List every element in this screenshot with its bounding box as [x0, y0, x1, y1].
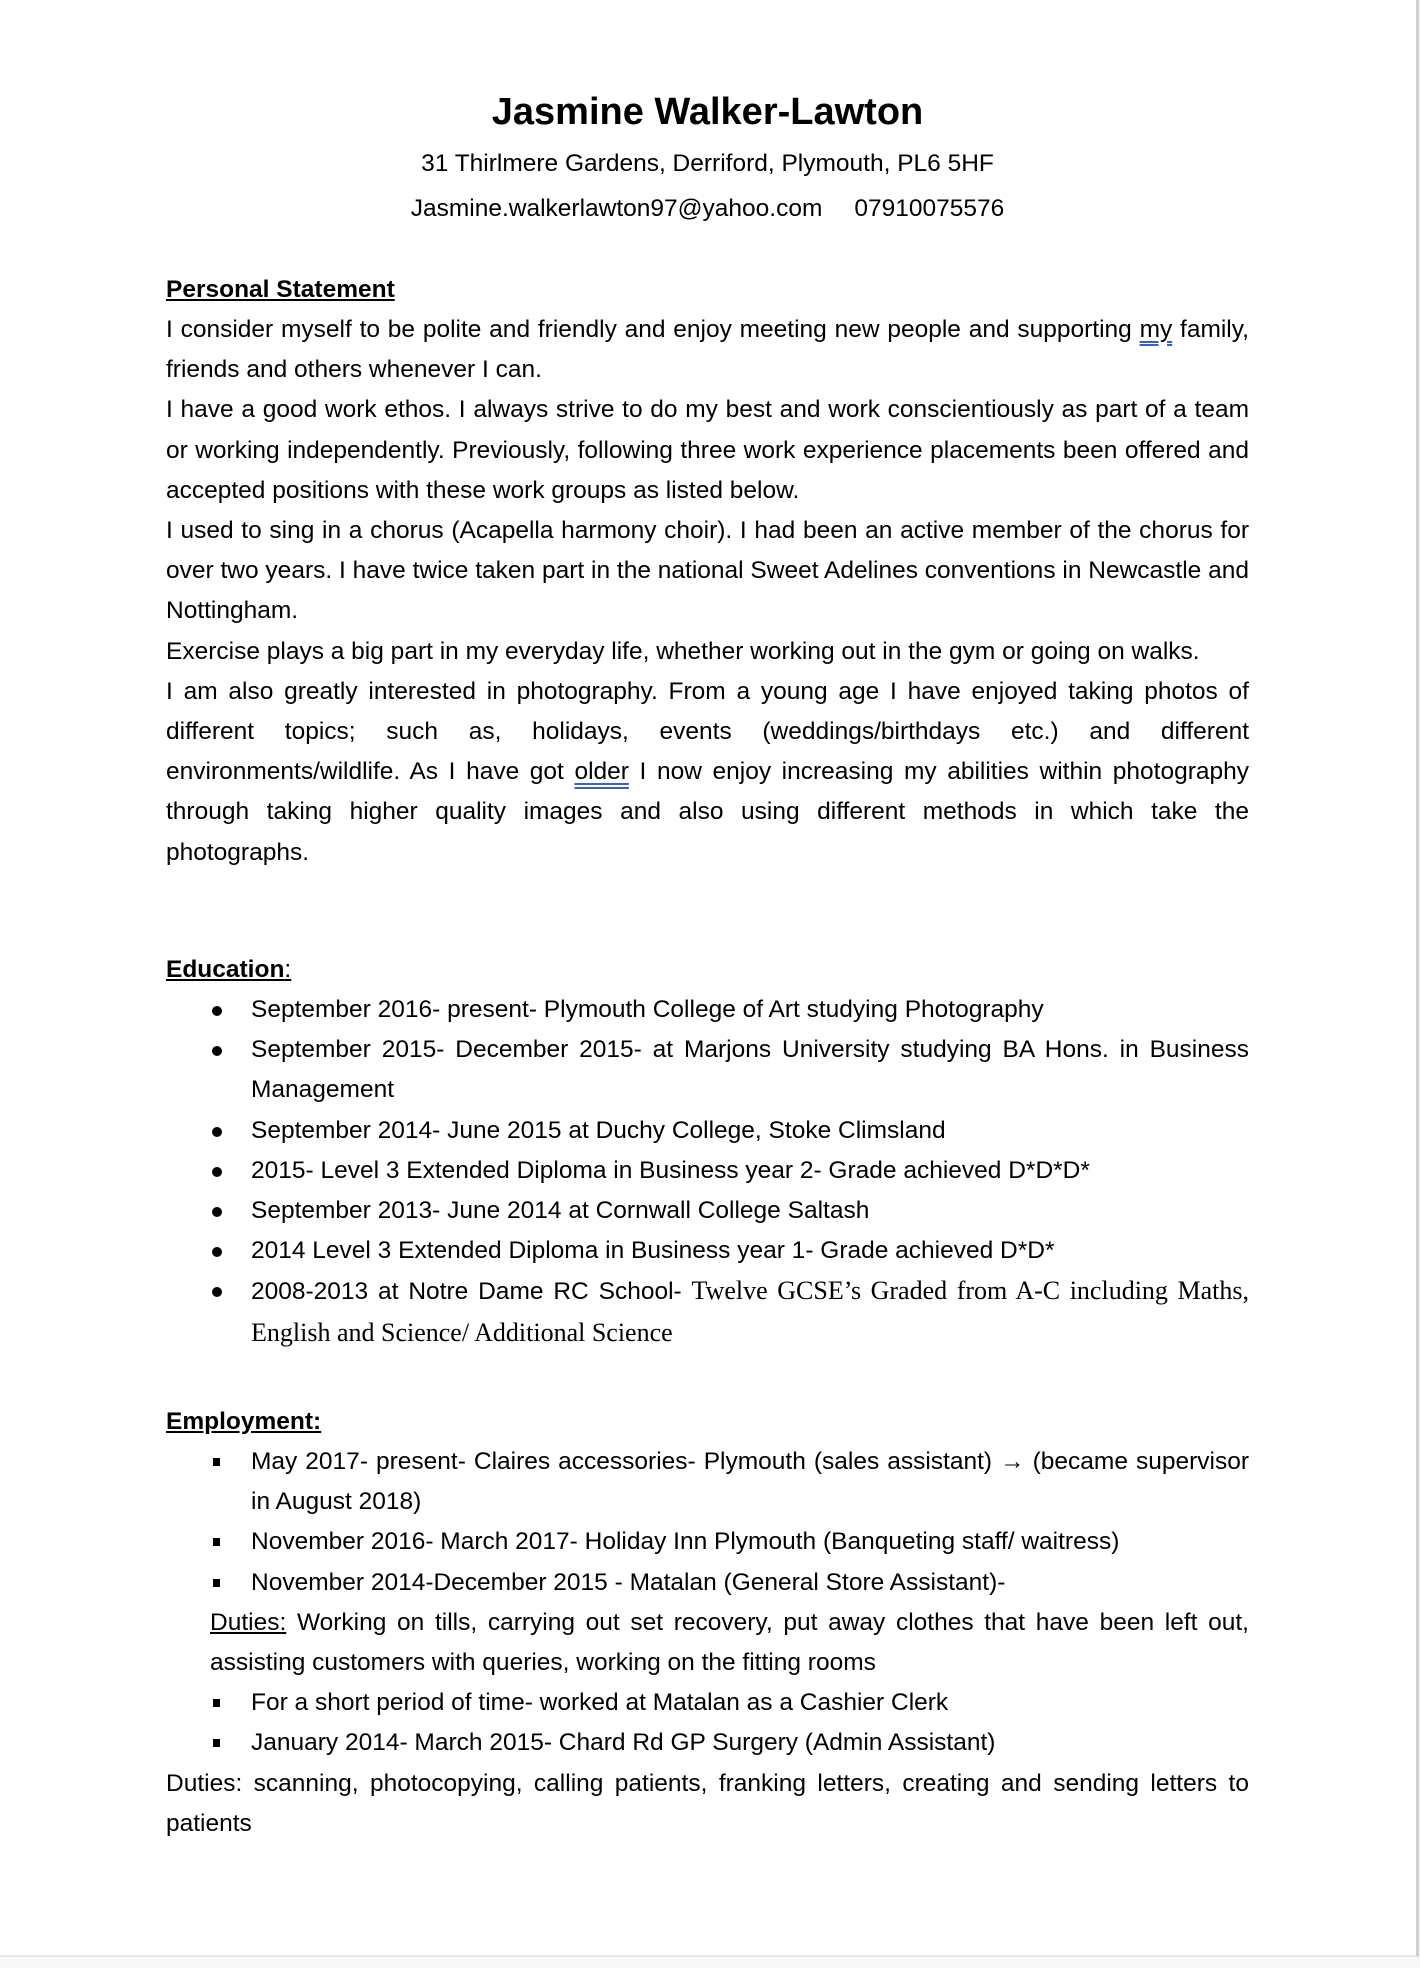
education-item-text-serif: Twelve GCSE’s Graded from A-C including Maths, English and Science/ Additional Science [251, 1276, 1249, 1347]
education-item-text: September 2013- June 2014 at Cornwall College Saltash [251, 1197, 870, 1225]
education-item-text: September 2014- June 2015 at Duchy College, Stoke Climsland [251, 1116, 946, 1144]
statement-paragraph-1 [166, 310, 1249, 390]
duties-label: Duties: [210, 1608, 287, 1636]
bullet-icon [212, 1247, 222, 1257]
employment-item-text: May 2017- present- Claires accessories- Plymouth (sales assistant) → (became supervisor in August 2018) [251, 1448, 1249, 1516]
employment-item [166, 1442, 1249, 1522]
statement-paragraph-2: I have a good work ethos. I always strive to do my best and work conscientiously as part of a team or working independently. Previously, following three work experience placements been offered and accepted positions with these work groups as listed below. [166, 396, 1249, 504]
education-item-text: 2008-2013 at Notre Dame RC School- [251, 1278, 692, 1306]
education-heading [166, 950, 1249, 990]
gp-surgery-duties: Duties: scanning, photocopying, calling patients, franking letters, creating and sending letters to patients [166, 1769, 1249, 1837]
education-item-text: September 2016- present- Plymouth College of Art studying Photography [251, 996, 1044, 1023]
square-bullet-icon [213, 1458, 220, 1466]
education-item-text: 2014 Level 3 Extended Diploma in Business year 1- Grade achieved D*D* [251, 1237, 1055, 1265]
statement-text: family, friends and others whenever I can. [166, 316, 1249, 384]
candidate-name: Jasmine Walker-Lawton [491, 91, 924, 133]
heading-colon: : [284, 956, 292, 983]
employment-item-text: For a short period of time- worked at Matalan as a Cashier Clerk [251, 1689, 949, 1717]
bullet-icon [212, 1046, 222, 1056]
employment-item [166, 1563, 1249, 1603]
education-item [166, 990, 1249, 1030]
matalan-duties [166, 1603, 1249, 1683]
bullet-icon [212, 1287, 222, 1297]
square-bullet-icon [213, 1579, 220, 1587]
education-section [166, 950, 1249, 1354]
employment-item-text: November 2014-December 2015 - Matalan (General Store Assistant)- [251, 1568, 1006, 1596]
employment-item [166, 1723, 1249, 1763]
statement-paragraph-4: Exercise plays a big part in my everyday life, whether working out in the gym or going on walks. [166, 637, 1200, 665]
employment-list-continued [166, 1683, 1249, 1763]
email-address: Jasmine.walkerlawton97@yahoo.com [410, 195, 823, 222]
education-heading-text: Education [166, 956, 285, 983]
education-list [166, 990, 1249, 1354]
contact-line [166, 192, 1249, 226]
personal-statement-heading: Personal Statement [166, 276, 395, 303]
bullet-icon [212, 1167, 222, 1177]
education-item [166, 1271, 1249, 1353]
education-item [166, 1231, 1249, 1271]
square-bullet-icon [213, 1699, 220, 1707]
employment-item [166, 1522, 1249, 1562]
education-item [166, 1030, 1249, 1110]
duties-text: Working on tills, carrying out set recovery, put away clothes that have been left out, assisting customers with queries, working on the fitting rooms [210, 1608, 1249, 1677]
phone-number: 07910075576 [854, 195, 1005, 222]
education-item-text: 2015- Level 3 Extended Diploma in Business year 2- Grade achieved D*D*D* [251, 1156, 1090, 1184]
education-item [166, 1191, 1249, 1231]
square-bullet-icon [213, 1538, 220, 1546]
statement-paragraph-5 [166, 672, 1249, 873]
spellcheck-flagged-word: older [574, 758, 629, 786]
employment-list [166, 1442, 1249, 1603]
statement-text: I now enjoy increasing my abilities within photography through taking higher quality images and also using different methods in which take the photographs. [166, 758, 1249, 866]
statement-paragraph-3: I used to sing in a chorus (Acapella harmony choir). I had been an active member of the chorus for over two years. I have twice taken part in the national Sweet Adelines conventions in Newcastle and Nottingham. [166, 517, 1249, 625]
education-item [166, 1111, 1249, 1151]
statement-text: I consider myself to be polite and friendly and enjoy meeting new people and supporting [166, 316, 1140, 343]
statement-text: I am also greatly interested in photography. From a young age I have enjoyed taking photos of different topics; such as, holidays, events (weddings/birthdays etc.) and different environments/wildlife. As I have got [166, 677, 1249, 786]
bullet-icon [212, 1207, 222, 1217]
education-item [166, 1151, 1249, 1191]
spellcheck-flagged-word: my [1139, 316, 1173, 343]
employment-section [166, 1402, 1249, 1844]
square-bullet-icon [213, 1739, 220, 1747]
personal-statement-section [166, 270, 1249, 873]
employment-item-text: November 2016- March 2017- Holiday Inn Plymouth (Banqueting staff/ waitress) [251, 1528, 1120, 1556]
employment-item [166, 1683, 1249, 1723]
employment-heading: Employment: [166, 1408, 322, 1435]
employment-item-text: January 2014- March 2015- Chard Rd GP Surgery (Admin Assistant) [251, 1729, 996, 1757]
bullet-icon [212, 1127, 222, 1137]
education-item-text: September 2015- December 2015- at Marjons University studying BA Hons. in Business Management [251, 1036, 1249, 1104]
candidate-address: 31 Thirlmere Gardens, Derriford, Plymouth, PL6 5HF [421, 150, 994, 177]
bullet-icon [212, 1006, 222, 1016]
